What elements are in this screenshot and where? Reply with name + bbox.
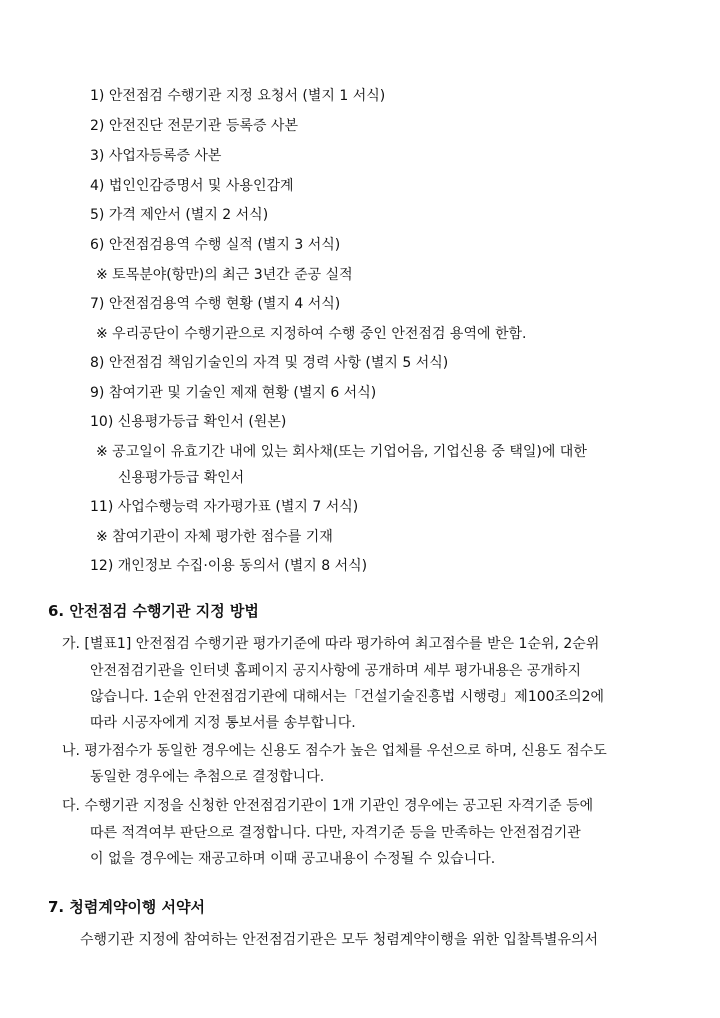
note-item-10: ※ 공고일이 유효기간 내에 있는 회사채(또는 기업어음, 기업신용 중 택일)에 대한 <box>96 444 587 460</box>
submission-item-11: 11) 사업수행능력 자가평가표 (별지 7 서식) <box>90 499 359 515</box>
note-item-10-cont: 신용평가등급 확인서 <box>118 470 245 486</box>
section-6-da-line-2: 따른 적격여부 판단으로 결정합니다. 다만, 자격기준 등을 만족하는 안전점검기관 <box>90 825 581 841</box>
section-6-ga-line-2: 안전점검기관을 인터넷 홈페이지 공지사항에 공개하며 세부 평가내용은 공개하지 <box>90 663 581 679</box>
submission-item-9: 9) 참여기관 및 기술인 제재 현황 (별지 6 서식) <box>90 385 377 401</box>
note-item-11: ※ 참여기관이 자체 평가한 점수를 기재 <box>96 529 333 545</box>
submission-item-7: 7) 안전점검용역 수행 현황 (별지 4 서식) <box>90 296 341 312</box>
section-6-heading: 6. 안전점검 수행기관 지정 방법 <box>48 602 259 620</box>
section-6-da-line-1: 다. 수행기관 지정을 신청한 안전점검기관이 1개 기관인 경우에는 공고된 자격기준 등에 <box>62 798 594 814</box>
submission-item-4: 4) 법인인감증명서 및 사용인감계 <box>90 178 294 194</box>
section-7-body: 수행기관 지정에 참여하는 안전점검기관은 모두 청렴계약이행을 위한 입찰특별유의서 <box>80 932 599 948</box>
section-6-ga-line-1: 가. [별표1] 안전점검 수행기관 평가기준에 따라 평가하여 최고점수를 받은 1순위, 2순위 <box>62 636 600 652</box>
submission-item-3: 3) 사업자등록증 사본 <box>90 148 222 164</box>
submission-item-8: 8) 안전점검 책임기술인의 자격 및 경력 사항 (별지 5 서식) <box>90 355 449 371</box>
submission-item-6: 6) 안전점검용역 수행 실적 (별지 3 서식) <box>90 237 341 253</box>
section-6-da-line-3: 이 없을 경우에는 재공고하며 이때 공고내용이 수정될 수 있습니다. <box>90 851 496 867</box>
section-6-na-line-1: 나. 평가점수가 동일한 경우에는 신용도 점수가 높은 업체를 우선으로 하며, 신용도 점수도 <box>62 743 607 759</box>
section-6-ga-line-3: 않습니다. 1순위 안전점검기관에 대해서는「건설기술진흥법 시행령」제100조의2에 <box>90 689 605 705</box>
section-7-heading: 7. 청렴계약이행 서약서 <box>48 898 205 916</box>
submission-item-1: 1) 안전점검 수행기관 지정 요청서 (별지 1 서식) <box>90 88 386 104</box>
section-6-ga-line-4: 따라 시공자에게 지정 통보서를 송부합니다. <box>90 715 356 731</box>
submission-item-5: 5) 가격 제안서 (별지 2 서식) <box>90 207 269 223</box>
submission-item-12: 12) 개인정보 수집·이용 동의서 (별지 8 서식) <box>90 558 368 574</box>
submission-item-10: 10) 신용평가등급 확인서 (원본) <box>90 414 287 430</box>
submission-item-2: 2) 안전진단 전문기관 등록증 사본 <box>90 118 298 134</box>
note-item-7: ※ 우리공단이 수행기관으로 지정하여 수행 중인 안전점검 용역에 한함. <box>96 326 527 342</box>
section-6-na-line-2: 동일한 경우에는 추첨으로 결정합니다. <box>90 769 325 785</box>
note-item-6: ※ 토목분야(항만)의 최근 3년간 준공 실적 <box>96 267 353 283</box>
